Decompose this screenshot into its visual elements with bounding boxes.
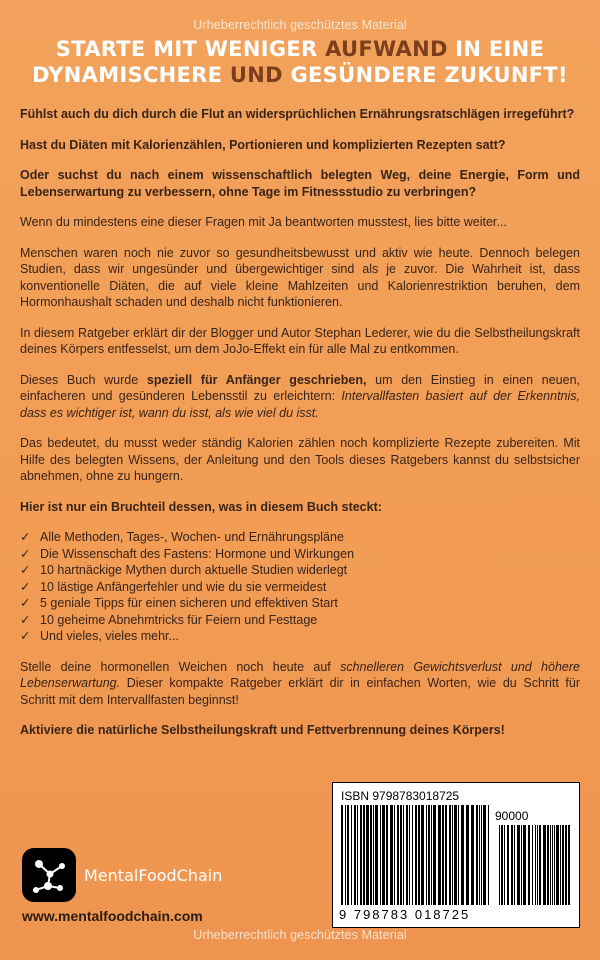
barcode-bar (400, 805, 402, 905)
barcode-addon-bar (543, 825, 546, 905)
barcode-bar (375, 805, 378, 905)
barcode-bar (363, 805, 365, 905)
barcode-bar (373, 805, 374, 905)
paragraph-author: In diesem Ratgeber erklärt dir der Blogger und Autor Stephan Lederer, wie du die Selbstheilungskraft deines Körpers entfesselst, um dem JoJo-Effekt ein für alle Mal zu entkommen. (20, 325, 580, 356)
barcode-bar (445, 805, 447, 905)
barcode-bar (458, 805, 459, 905)
checkmark-icon: ✓ (20, 546, 31, 561)
isbn-label: ISBN 9798783018725 (341, 789, 460, 803)
barcode-addon-bar (554, 825, 555, 905)
list-item: ✓ 10 lästige Anfängerfehler und wie du sie vermeidest (20, 579, 327, 594)
barcode-addon-bar (562, 825, 564, 905)
barcode-addon-bar (535, 825, 536, 905)
barcode-bar (390, 805, 393, 905)
publisher-website: www.mentalfoodchain.com (22, 908, 203, 924)
barcode-bar (345, 805, 346, 905)
checkmark-icon: ✓ (20, 629, 31, 643)
barcode-bar (357, 805, 358, 905)
barcode-bar (421, 805, 424, 905)
barcode-bar (428, 805, 430, 905)
barcode-digits: 9 798783 018725 (339, 907, 471, 922)
barcode-addon-bar (528, 825, 530, 905)
barcode-bar (433, 805, 436, 905)
headline-line-1: STARTE MIT WENIGER AUFWAND IN EINE (55, 37, 545, 61)
headline (20, 36, 580, 88)
feature-checklist (20, 529, 580, 645)
isbn-barcode (332, 782, 580, 928)
barcode-bar (471, 805, 474, 905)
barcode-addon-bar (568, 825, 570, 905)
barcode-addon-bar (523, 825, 526, 905)
closing-line: Aktiviere die natürliche Selbstheilungskraft und Fettverbrennung deines Körpers! (20, 723, 505, 737)
barcode-bar (341, 805, 343, 905)
checkmark-icon: ✓ (20, 563, 31, 577)
barcode-addon-bar (550, 825, 551, 905)
list-item: ✓ Die Wissenschaft des Fastens: Hormone und Wirkungen (20, 546, 355, 561)
list-item: ✓ 10 hartnäckige Mythen durch aktuelle Studien widerlegt (20, 563, 348, 577)
checkmark-icon: ✓ (20, 530, 31, 544)
barcode-addon-bar (507, 825, 509, 905)
barcode-bar (360, 805, 362, 905)
barcode-bar (351, 805, 352, 905)
barcode-bar (366, 805, 369, 905)
barcode-bar (454, 805, 457, 905)
blurb-content (20, 106, 580, 753)
barcode-bar (409, 805, 410, 905)
barcode-bar (397, 805, 399, 905)
barcode-addon-bar (517, 825, 520, 905)
paragraph-beginners: Dieses Buch wurde speziell für Anfänger geschrieben, um den Einstieg in einen neuen, einfacheren und gesünderen Lebensstil zu erleichtern: Intervallfasten basiert auf der Erkenntnis, dass es wichtiger ist, wann du isst, als wie viel du isst. (20, 372, 580, 420)
barcode-bar (442, 805, 444, 905)
watermark-bottom: Urheberrechtlich geschütztes Material (193, 928, 407, 942)
question-1: Fühlst auch du dich durch die Flut an widersprüchlichen Ernährungsratschlägen irregeführt? (20, 107, 575, 121)
paragraph-call-to-action: Stelle deine hormonellen Weichen noch heute auf schnelleren Gewichtsverlust und höhere Lebenserwartung. Dieser kompakte Ratgeber erklärt dir in einfachen Worten, wie du Schritt für Schritt mit dem Intervallfasten beginnst! (20, 659, 580, 707)
barcode-bar (394, 805, 395, 905)
barcode-bar (438, 805, 441, 905)
list-item: ✓ 10 geheime Abnehmtricks für Feiern und Festtage (20, 612, 318, 627)
paragraph-intro: Wenn du mindestens eine dieser Fragen mit Ja beantworten musstest, lies bitte weiter... (20, 215, 507, 229)
headline-line-2: DYNAMISCHERE UND GESÜNDERE ZUKUNFT! (32, 63, 568, 87)
barcode-addon-bar (514, 825, 515, 905)
paragraph-benefits: Das bedeutet, du musst weder ständig Kalorien zählen noch komplizierte Rezepte zubereiten. Mit Hilfe des belegten Wissens, der Anleitung und den Tools dieses Ratgebers kannst du selbstsicher abnehmen, ohne zu hungern. (20, 436, 580, 483)
barcode-bars (339, 805, 575, 909)
barcode-bar (354, 805, 356, 905)
barcode-addon-bar (537, 825, 538, 905)
barcode-addon-bar (565, 825, 567, 905)
barcode-addon-bar (501, 825, 503, 905)
barcode-bar (431, 805, 432, 905)
barcode-bar (380, 805, 381, 905)
price-code: 90000 (495, 809, 529, 823)
barcode-bar (488, 805, 489, 905)
list-item: ✓ 5 geniale Tipps für einen sicheren und effektiven Start (20, 596, 338, 610)
checkmark-icon: ✓ (20, 579, 31, 594)
barcode-bar (386, 805, 388, 905)
barcode-bar (449, 805, 451, 905)
barcode-addon-bar (504, 825, 505, 905)
barcode-bar (483, 805, 486, 905)
barcode-bar (479, 805, 480, 905)
list-item: ✓ Alle Methoden, Tages-, Wochen- und Ernährungspläne (20, 530, 344, 544)
question-3: Oder suchst du nach einem wissenschaftlich belegten Weg, deine Energie, Form und Lebenserwartung zu verbessern, ohne Tage im Fitnessstudio zu verbringen? (20, 168, 580, 199)
barcode-addon-bar (560, 825, 561, 905)
barcode-bar (412, 805, 413, 905)
barcode-bar (426, 805, 427, 905)
barcode-bar (466, 805, 469, 905)
barcode-bar (347, 805, 349, 905)
list-heading: Hier ist nur ein Bruchteil dessen, was in diesem Buch steckt: (20, 499, 382, 514)
barcode-bar (382, 805, 385, 905)
list-item: ✓ Und vieles, vieles mehr... (20, 629, 179, 643)
barcode-bar (403, 805, 404, 905)
barcode-addon-bar (521, 825, 522, 905)
barcode-addon-bar (511, 825, 513, 905)
barcode-addon-bar (556, 825, 559, 905)
barcode-addon-bar (539, 825, 541, 905)
barcode-addon-bar (499, 825, 500, 905)
checkmark-icon: ✓ (20, 612, 31, 627)
barcode-bar (406, 805, 408, 905)
paragraph-problem: Menschen waren noch nie zuvor so gesundheitsbewusst und aktiv wie heute. Dennoch belegen Studien, dass wir ungesünder und übergewichtiger sind als je zuvor. Die Wahrheit ist, dass konventionelle Diäten, die auf viele kleine Mahlzeiten und Kalorienrestriktion beruhen, dem Hormonhaushalt schaden und deshalb nicht funktionieren. (20, 245, 580, 309)
barcode-bar (370, 805, 372, 905)
publisher-logo (22, 848, 222, 902)
barcode-bar (461, 805, 464, 905)
barcode-addon-bar (532, 825, 533, 905)
barcode-bar (452, 805, 453, 905)
barcode-bar (418, 805, 420, 905)
watermark-top: Urheberrechtlich geschütztes Material (193, 18, 407, 32)
publisher-name: MentalFoodChain (84, 865, 223, 885)
barcode-addon-bar (552, 825, 553, 905)
barcode-addon-bar (547, 825, 549, 905)
checkmark-icon: ✓ (20, 596, 31, 610)
barcode-bar (481, 805, 482, 905)
molecule-icon (22, 848, 76, 902)
question-2: Hast du Diäten mit Kalorienzählen, Portionieren und komplizierten Rezepten satt? (20, 137, 506, 152)
barcode-bar (415, 805, 417, 905)
barcode-bar (476, 805, 478, 905)
